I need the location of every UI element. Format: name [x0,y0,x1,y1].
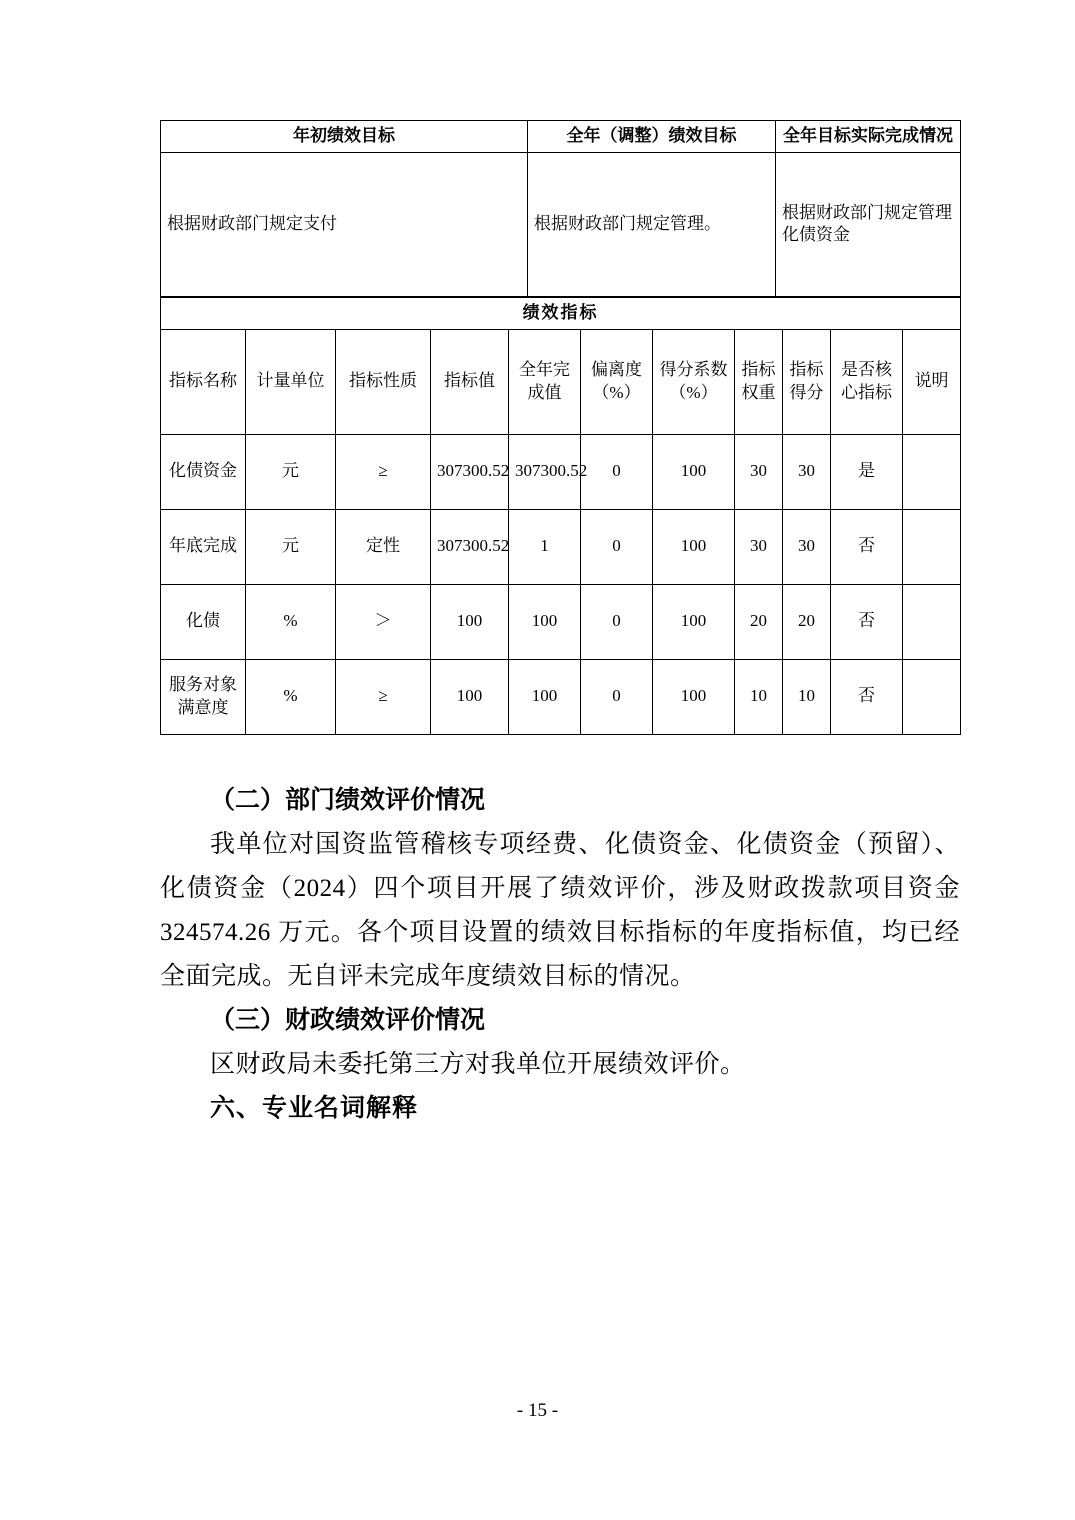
indicator-unit: 元 [246,434,336,509]
indicator-header-weight: 指标权重 [735,329,783,434]
indicator-target: 100 [431,659,509,734]
indicator-note [903,434,961,509]
indicator-score-coef: 100 [653,509,735,584]
indicator-header-unit: 计量单位 [246,329,336,434]
section-3-title: （三）财政绩效评价情况 [210,1006,486,1034]
table-row [161,509,961,584]
indicator-section-title: 绩效指标 [161,297,961,329]
indicator-core: 否 [831,509,903,584]
table-row [161,584,961,659]
indicator-score: 30 [783,434,831,509]
performance-indicator-table [160,297,961,735]
section-6-title: 六、专业名词解释 [210,1094,419,1122]
indicator-header-row [161,329,961,434]
indicator-header-note: 说明 [903,329,961,434]
indicator-unit: % [246,584,336,659]
indicator-target: 307300.52 [431,509,509,584]
section-3-text: 区财政局未委托第三方对我单位开展绩效评价。 [210,1050,746,1078]
indicator-name: 服务对象满意度 [161,659,246,734]
indicator-deviation: 0 [581,659,653,734]
indicator-nature: ≥ [336,434,431,509]
indicator-section-title-row [161,297,961,329]
indicator-header-name: 指标名称 [161,329,246,434]
indicator-target: 307300.52 [431,434,509,509]
indicator-deviation: 0 [581,509,653,584]
indicator-nature: ≥ [336,659,431,734]
table-row [161,659,961,734]
indicator-name: 化债资金 [161,434,246,509]
goal-header-actual: 全年目标实际完成情况 [776,121,961,153]
indicator-actual: 1 [509,509,581,584]
indicator-score: 10 [783,659,831,734]
indicator-core: 是 [831,434,903,509]
section-2-title: （二）部门绩效评价情况 [210,786,486,814]
indicator-deviation: 0 [581,434,653,509]
goal-cell-initial: 根据财政部门规定支付 [161,152,528,296]
indicator-score: 20 [783,584,831,659]
indicator-weight: 20 [735,584,783,659]
indicator-weight: 10 [735,659,783,734]
goal-cell-actual: 根据财政部门规定管理化债资金 [776,152,961,296]
indicator-nature: ＞ [336,584,431,659]
indicator-weight: 30 [735,434,783,509]
indicator-header-score: 指标得分 [783,329,831,434]
indicator-name: 化债 [161,584,246,659]
indicator-note [903,509,961,584]
indicator-header-core: 是否核心指标 [831,329,903,434]
section-2-text: 我单位对国资监管稽核专项经费、化债资金、化债资金（预留）、化债资金（2024）四个项目开展了绩效评价，涉及财政拨款项目资金 324574.26 万元。各个项目设置的绩效目标指标的年度指标值，均已经全面完成。无自评未完成年度绩效目标的情况。 [160,830,960,990]
indicator-header-score-coef: 得分系数（%） [653,329,735,434]
indicator-core: 否 [831,584,903,659]
indicator-target: 100 [431,584,509,659]
indicator-score-coef: 100 [653,659,735,734]
indicator-deviation: 0 [581,584,653,659]
indicator-core: 否 [831,659,903,734]
indicator-header-deviation: 偏离度（%） [581,329,653,434]
goal-table-row [161,152,961,296]
goal-table-header-row [161,121,961,153]
goal-header-initial: 年初绩效目标 [161,121,528,153]
indicator-header-target: 指标值 [431,329,509,434]
table-row [161,434,961,509]
indicator-actual: 100 [509,584,581,659]
indicator-unit: 元 [246,509,336,584]
indicator-score-coef: 100 [653,584,735,659]
indicator-note [903,584,961,659]
indicator-header-nature: 指标性质 [336,329,431,434]
performance-goal-table [160,120,961,297]
indicator-nature: 定性 [336,509,431,584]
indicator-score: 30 [783,509,831,584]
page-number: - 15 - [516,1400,559,1421]
indicator-actual: 100 [509,659,581,734]
indicator-name: 年底完成 [161,509,246,584]
indicator-note [903,659,961,734]
indicator-weight: 30 [735,509,783,584]
indicator-score-coef: 100 [653,434,735,509]
body-text [160,779,960,1131]
indicator-header-actual: 全年完成值 [509,329,581,434]
page-content [160,120,960,1131]
goal-header-adjusted: 全年（调整）绩效目标 [528,121,776,153]
indicator-actual: 307300.52 [509,434,581,509]
indicator-unit: % [246,659,336,734]
goal-cell-adjusted: 根据财政部门规定管理。 [528,152,776,296]
